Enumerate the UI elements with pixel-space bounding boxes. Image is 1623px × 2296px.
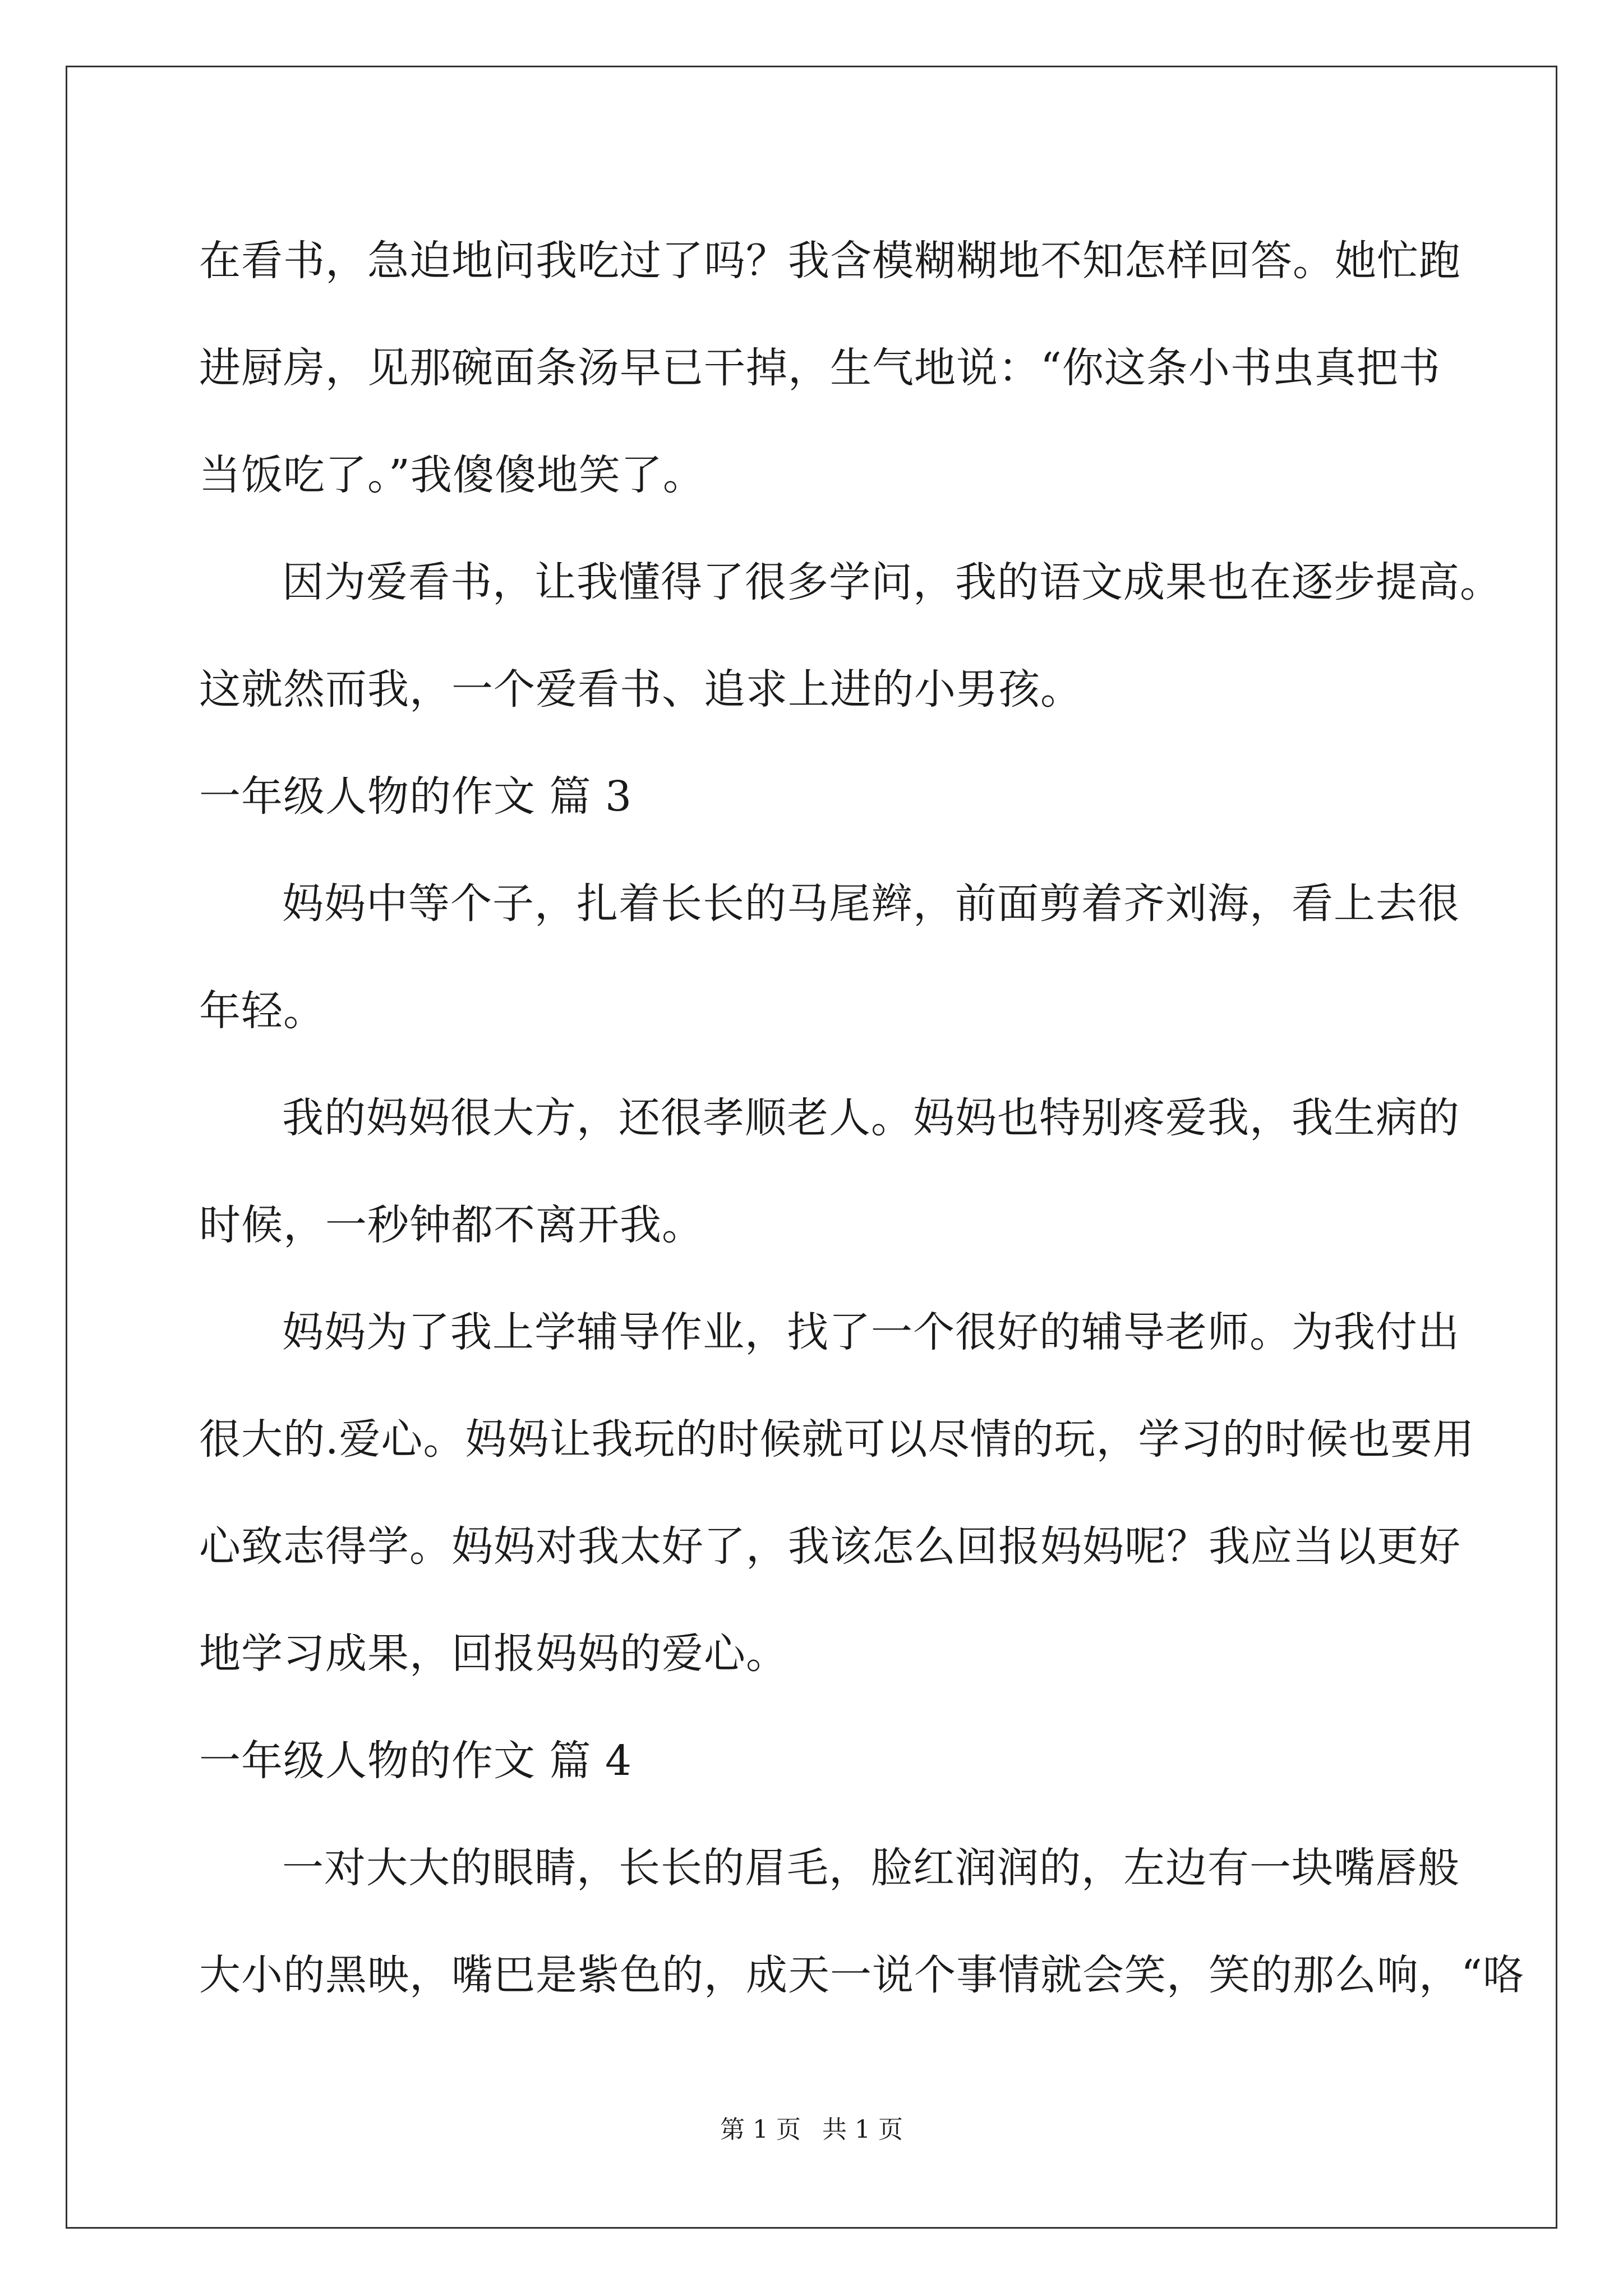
page-number-total: 共 1 页 — [822, 2115, 903, 2144]
document-body — [199, 208, 1525, 2029]
text-line-5: 这就然而我，一个爱看书、追求上进的小男孩。 — [199, 665, 1082, 714]
text-line-4: 因为爱看书，让我懂得了很多学问，我的语文成果也在逐步提高。 — [282, 558, 1502, 606]
section-heading-3: 一年级人物的作文 篇 3 — [199, 772, 633, 821]
text-line-1: 在看书，急迫地问我吃过了吗？我含模糊糊地不知怎样回答。她忙跑 — [199, 237, 1461, 285]
text-line-11: 妈妈为了我上学辅导作业，找了一个很好的辅导老师。为我付出 — [282, 1308, 1460, 1356]
text-line-9: 我的妈妈很大方，还很孝顺老人。妈妈也特别疼爱我，我生病的 — [282, 1094, 1460, 1142]
text-line-3: 当饭吃了。”我傻傻地笑了。 — [199, 451, 705, 499]
text-line-16: 一对大大的眼睛，长长的眉毛，脸红润润的，左边有一块嘴唇般 — [282, 1844, 1460, 1892]
text-line-8: 年轻。 — [199, 987, 325, 1035]
text-line-10: 时候，一秒钟都不离开我。 — [199, 1201, 704, 1249]
page-number-current: 第 1 页 — [720, 2115, 801, 2144]
text-line-17: 大小的黑映，嘴巴是紫色的，成天一说个事情就会笑，笑的那么响，“咯 — [199, 1951, 1525, 1999]
text-line-12: 很大的.爱心。妈妈让我玩的时候就可以尽情的玩，学习的时候也要用 — [199, 1415, 1475, 1464]
section-heading-4: 一年级人物的作文 篇 4 — [199, 1737, 633, 1785]
text-line-14: 地学习成果，回报妈妈的爱心。 — [199, 1630, 788, 1678]
text-line-2: 进厨房，见那碗面条汤早已干掉，生气地说：“你这条小书虫真把书 — [199, 344, 1441, 392]
text-line-7: 妈妈中等个子，扎着长长的马尾辫，前面剪着齐刘海，看上去很 — [282, 880, 1460, 928]
page-footer — [0, 2109, 1623, 2145]
text-line-13: 心致志得学。妈妈对我太好了，我该怎么回报妈妈呢？我应当以更好 — [199, 1522, 1461, 1571]
